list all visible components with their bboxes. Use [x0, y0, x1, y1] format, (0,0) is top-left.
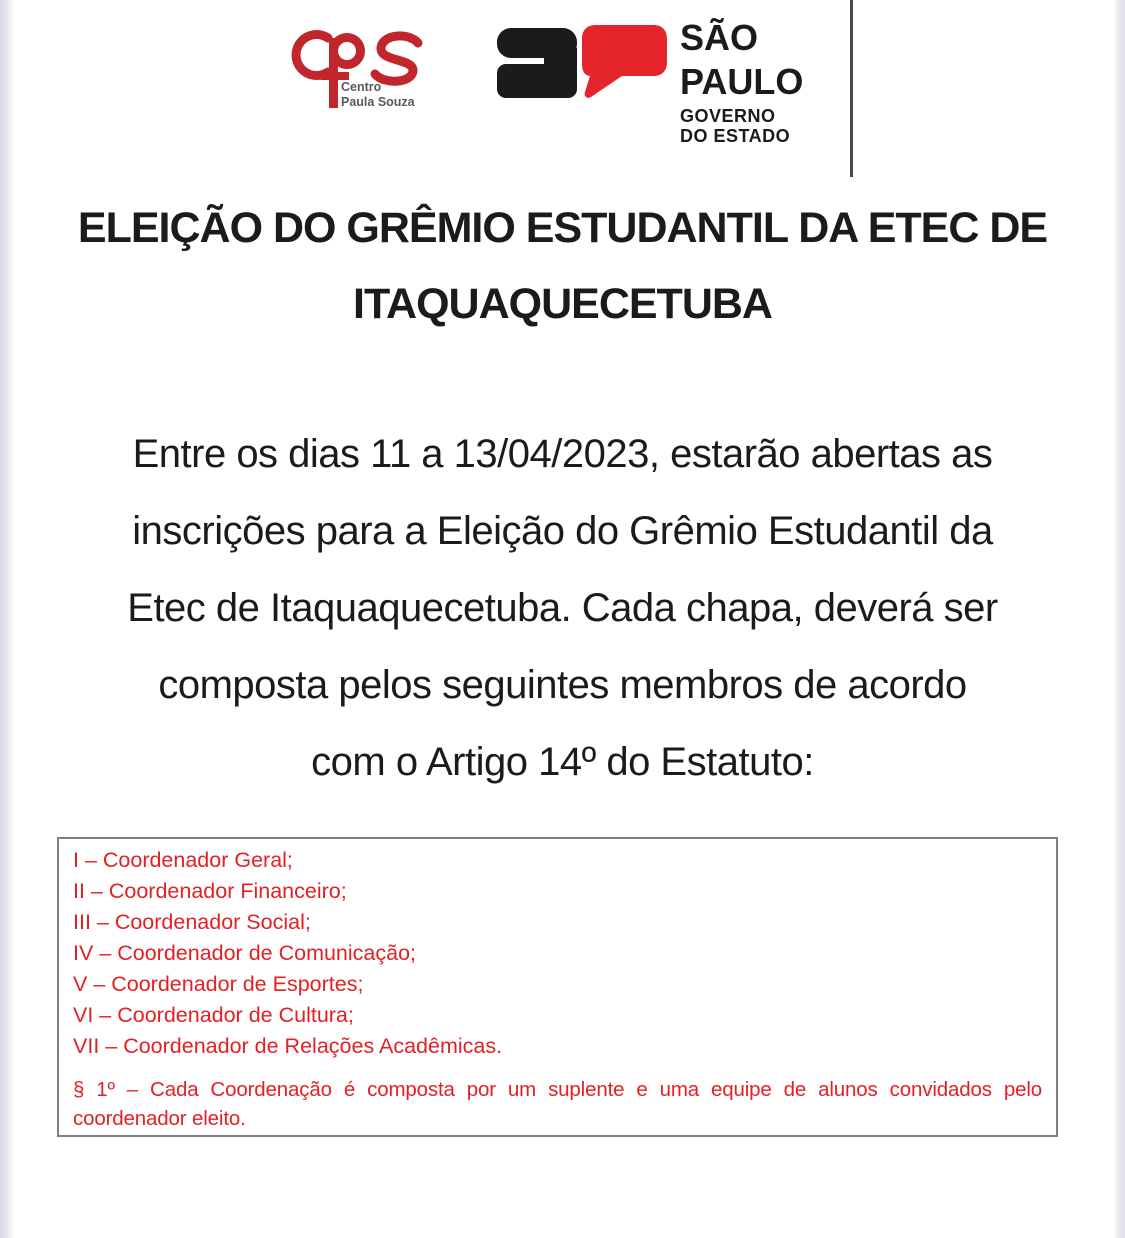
sp-sub-line2: DO ESTADO: [680, 126, 791, 146]
intro-line-5: com o Artigo 14º do Estatuto:: [311, 740, 814, 784]
sp-sub-line1: GOVERNO: [680, 106, 776, 126]
intro-paragraph: [55, 416, 1070, 801]
roles-paragraph-line-1: § 1º – Cada Coordenação é composta por um suplente e uma equipe de alunos convidados pelo: [73, 1078, 1042, 1101]
title-line-1: ELEIÇÃO DO GRÊMIO ESTUDANTIL DA ETEC DE: [77, 204, 1048, 252]
sp-name-line1: SÃO: [680, 18, 759, 58]
roles-box: [57, 837, 1058, 1137]
sp-s-glyph-icon: [497, 28, 577, 98]
right-edge-shadow: [1113, 0, 1125, 1238]
cps-caption-line2: Paula Souza: [341, 95, 415, 109]
roles-list-item: IV – Coordenador de Comunicação;: [73, 941, 417, 965]
roles-paragraph: [73, 1076, 1042, 1133]
roles-list-item: I – Coordenador Geral;: [73, 848, 293, 872]
roles-list-item: V – Coordenador de Esportes;: [73, 972, 364, 996]
header-divider: [850, 0, 853, 177]
cps-caption-line1: Centro: [341, 80, 382, 94]
roles-list-item: II – Coordenador Financeiro;: [73, 879, 347, 903]
title-line-2: ITAQUAQUECETUBA: [353, 280, 772, 328]
roles-list-item: VII – Coordenador de Relações Acadêmicas.: [73, 1034, 503, 1058]
roles-list-item: III – Coordenador Social;: [73, 910, 311, 934]
roles-list-item: VI – Coordenador de Cultura;: [73, 1003, 354, 1027]
intro-line-2: inscrições para a Eleição do Grêmio Estudantil da: [132, 509, 993, 553]
intro-line-4: composta pelos seguintes membros de acordo: [158, 663, 967, 707]
intro-line-3: Etec de Itaquaquecetuba. Cada chapa, deverá ser: [127, 586, 998, 630]
left-edge-shadow: [0, 0, 14, 1238]
intro-line-1: Entre os dias 11 a 13/04/2023, estarão abertas as: [132, 432, 993, 476]
sp-logo: [492, 18, 832, 146]
roles-paragraph-line-2: coordenador eleito.: [73, 1106, 246, 1130]
cps-logo: [283, 24, 433, 120]
sp-name-line2: PAULO: [680, 61, 804, 102]
sp-p-glyph-icon: [582, 25, 667, 98]
page-title: [60, 190, 1065, 342]
